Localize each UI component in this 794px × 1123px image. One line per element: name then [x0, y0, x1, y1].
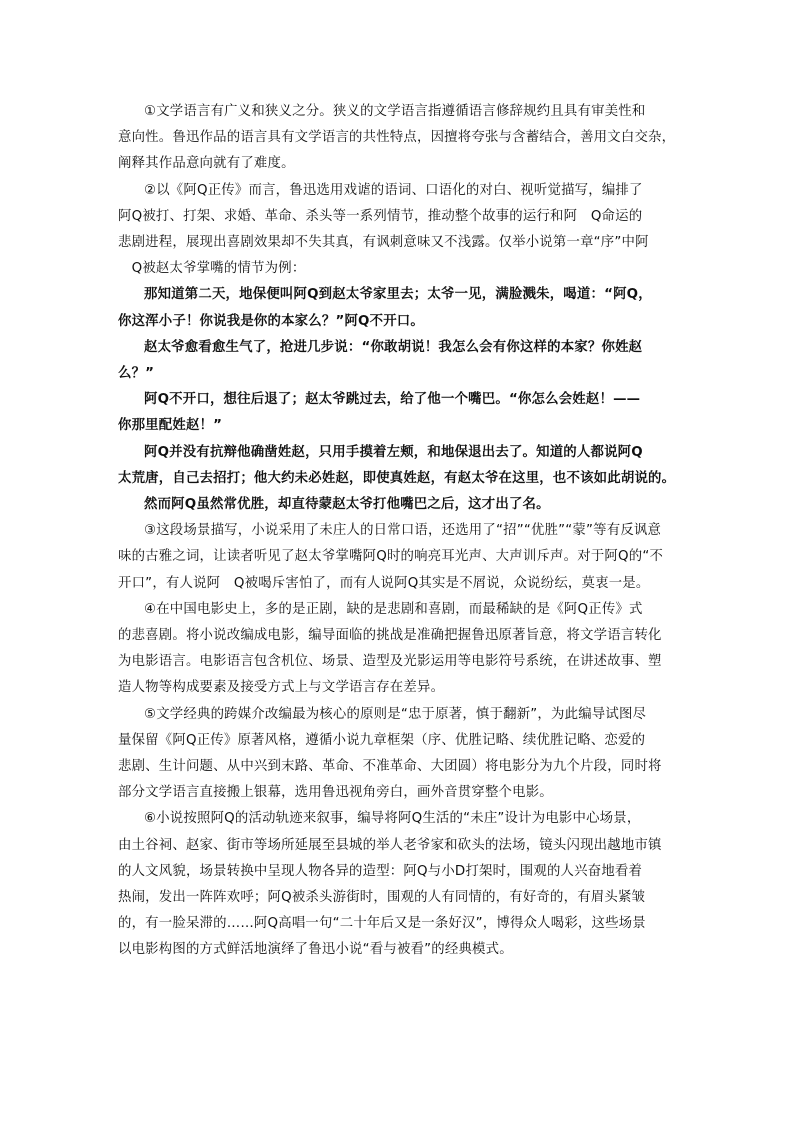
paragraph-5-line-2: 你那里配姓赵！”: [118, 418, 223, 434]
paragraph-3-line-2: 你这浑小子！你说我是你的本家么？”阿Q不开口。: [118, 313, 424, 329]
paragraph-4-line-2: 么？”: [118, 366, 155, 381]
paragraph-4-line-1: 赵太爷愈看愈生气了，抢进几步说：“你敢胡说！我怎么会有你这样的本家？你姓赵: [144, 339, 643, 355]
paragraph-10-line-2: 量保留《阿Q正传》原著风格，遵循小说九章框架（序、优胜记略、续优胜记略、恋爱的: [118, 732, 646, 748]
paragraph-1-line-1: ①文学语言有广义和狭义之分。狭义的文学语言指遵循语言修辞规约且具有审美性和: [144, 104, 646, 119]
paragraph-11-line-6: 以电影构图的方式鲜活地演绎了鲁迅小说“看与被看”的经典模式。: [118, 942, 513, 958]
paragraph-1-line-2: 意向性。鲁迅作品的语言具有文学语言的共性特点，因擅将夸张与含蓄结合，善用文白交杂，: [118, 130, 676, 146]
paragraph-2-line-4: Q被赵太爷掌嘴的情节为例：: [118, 261, 306, 277]
paragraph-10-line-3: 悲剧、生计问题、从中兴到末路、革命、不准革命、大团圆）将电影分为九个片段，同时将: [118, 759, 662, 774]
paragraph-11-line-4: 热闹，发出一阵阵欢呼；阿Q被杀头游街时，围观的人有同情的，有好奇的，有眉头紧皱: [118, 890, 646, 905]
paragraph-2-line-1: ②以《阿Q正传》而言，鲁迅选用戏谑的语词、口语化的对白、视听觉描写，编排了: [144, 182, 643, 198]
paragraph-10-line-1: ⑤文学经典的跨媒介改编最为核心的原则是“忠于原著，慎于翻新”，为此编导试图尽: [144, 706, 647, 722]
paragraph-2-line-3: 悲剧进程，展现出喜剧效果却不失其真，有讽刺意味又不浅露。仅举小说第一章“序”中阿: [118, 235, 649, 250]
paragraph-9-line-2: 的悲喜剧。将小说改编成电影，编导面临的挑战是准确把握鲁迅原著旨意，将文学语言转化: [118, 628, 662, 643]
paragraph-6-line-1: 阿Q并没有抗辩他确凿姓赵，只用手摸着左颊，和地保退出去了。知道的人都说阿Q: [144, 444, 643, 460]
paragraph-2-line-2: 阿Q被打、打架、求婚、革命、杀头等一系列情节，推动整个故事的运行和阿 Q命运的: [118, 208, 643, 224]
paragraph-8-line-1: ③这段场景描写，小说采用了未庄人的日常口语，还选用了“招”“优胜”“蒙”等有反讽意: [144, 523, 662, 539]
paragraph-11-line-3: 的人文风貌，场景转换中呈现人物各异的造型：阿Q与小D打架时，围观的人兴奋地看着: [118, 863, 643, 879]
paragraph-9-line-4: 造人物等构成要素及接受方式上与文学语言存在差异。: [118, 680, 445, 696]
paragraph-7-line-1: 然而阿Q虽然常优胜，却直待蒙赵太爷打他嘴巴之后，这才出了名。: [144, 497, 550, 512]
paragraph-5-line-1: 阿Q不开口，想往后退了；赵太爷跳过去，给了他一个嘴巴。“你怎么会姓赵！——: [144, 392, 641, 408]
paragraph-11-line-1: ⑥小说按照阿Q的活动轨迹来叙事，编导将阿Q生活的“未庄”设计为电影中心场景，: [144, 811, 641, 827]
paragraph-11-line-5: 的，有一脸呆滞的……阿Q高唱一句“二十年后又是一条好汉”，博得众人喝彩，这些场景: [118, 916, 646, 932]
paragraph-11-line-2: 由土谷祠、赵家、街市等场所延展至县城的举人老爷家和砍头的法场，镜头闪现出越地市镇: [118, 837, 662, 853]
paragraph-3-line-1: 那知道第二天，地保便叫阿Q到赵太爷家里去；太爷一见，满脸溅朱，喝道：“阿Q，: [144, 287, 652, 303]
paragraph-8-line-2: 味的古雅之词，让读者听见了赵太爷掌嘴阿Q时的响亮耳光声、大声训斥声。对于阿Q的“不: [118, 549, 664, 565]
paragraph-9-line-3: 为电影语言。电影语言包含机位、场景、造型及光影运用等电影符号系统，在讲述故事、塑: [118, 654, 662, 670]
paragraph-9-line-1: ④在中国电影史上，多的是正剧，缺的是悲剧和喜剧，而最稀缺的是《阿Q正传》式: [144, 601, 643, 617]
paragraph-1-line-3: 阐释其作品意向就有了难度。: [118, 156, 295, 172]
paragraph-6-line-2: 太荒唐，自己去招打；他大约未必姓赵，即使真姓赵，有赵太爷在这里，也不该如此胡说的。: [118, 470, 676, 486]
paragraph-8-line-3: 开口”，有人说阿 Q被喝斥害怕了，而有人说阿Q其实是不屑说，众说纷纭，莫衷一是。: [118, 575, 650, 591]
paragraph-10-line-4: 部分文学语言直接搬上银幕，选用鲁迅视角旁白，画外音贯穿整个电影。: [118, 785, 553, 801]
